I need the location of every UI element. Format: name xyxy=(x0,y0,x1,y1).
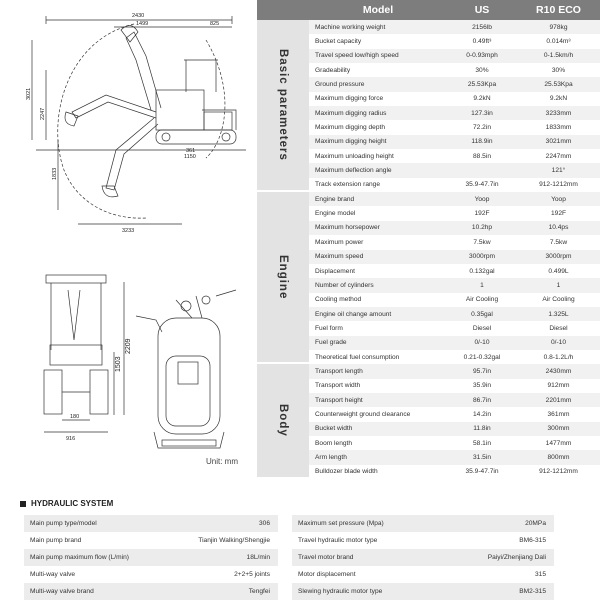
spec-cell-r10: Yoop xyxy=(551,195,566,203)
spec-cell-r10: 121° xyxy=(551,167,566,175)
spec-cell-us: 95.7in xyxy=(473,367,491,375)
hydraulic-table-right xyxy=(292,515,554,600)
hydraulic-param-value: 306 xyxy=(258,520,270,527)
spec-row xyxy=(309,63,600,77)
spec-cell-us: 7.5kw xyxy=(473,238,491,246)
spec-cell-r10: 912-1212mm xyxy=(539,181,578,189)
spec-cell-name: Transport length xyxy=(315,367,363,375)
spec-cell-r10: 0/-10 xyxy=(550,339,567,347)
spec-cell-us: 118.9in xyxy=(471,138,493,146)
spec-cell-us: 31.5in xyxy=(473,453,491,461)
spec-cell-name: Counterweight ground clearance xyxy=(315,410,411,418)
spec-cell-name: Cooling method xyxy=(315,296,362,304)
spec-row xyxy=(309,77,600,91)
hydraulic-row xyxy=(292,532,554,549)
spec-cell-r10: 10.4ps xyxy=(548,224,569,232)
dimension-drawing xyxy=(6,0,250,478)
spec-cell-r10: 978kg xyxy=(549,23,568,31)
hydraulic-row xyxy=(292,549,554,566)
spec-section xyxy=(257,192,600,364)
spec-cell-name: Machine working weight xyxy=(315,23,386,31)
spec-cell-r10: 0-1.5km/h xyxy=(543,52,574,60)
spec-cell-name: Engine brand xyxy=(315,195,355,203)
spec-cell-name: Fuel grade xyxy=(315,339,347,347)
spec-cell-us: 2156lb xyxy=(472,23,492,31)
spec-row xyxy=(309,407,600,421)
hydraulic-param-name: Main pump brand xyxy=(30,537,82,544)
spec-row xyxy=(309,450,600,464)
spec-cell-r10: 2430mm xyxy=(545,367,572,375)
spec-section xyxy=(257,20,600,192)
hydraulic-param-value: 2+2+5 joints xyxy=(234,571,270,578)
spec-cell-us: 1 xyxy=(480,281,484,289)
spec-table-header xyxy=(257,0,600,20)
spec-rows xyxy=(309,20,600,192)
category-label: Body xyxy=(277,404,289,437)
spec-cell-r10: 3021mm xyxy=(545,138,572,146)
dim-canopy-height: 1503 xyxy=(115,356,122,372)
spec-row xyxy=(309,206,600,220)
spec-section xyxy=(257,364,600,479)
hydraulic-param-name: Motor displacement xyxy=(298,571,356,578)
header-category-spacer xyxy=(257,0,309,20)
hydraulic-param-name: Multi-way valve brand xyxy=(30,588,94,595)
category-band xyxy=(257,20,309,192)
spec-cell-us: 9.2kN xyxy=(473,95,491,103)
spec-cell-name: Displacement xyxy=(315,267,355,275)
spec-cell-name: Maximum digging depth xyxy=(315,124,386,132)
spec-cell-r10: 3000rpm xyxy=(545,253,572,261)
spec-cell-r10: 800mm xyxy=(547,453,570,461)
hydraulic-table-left xyxy=(24,515,278,600)
spec-cell-name: Engine oil change amount xyxy=(315,310,392,318)
spec-cell-us: 192F xyxy=(474,210,490,218)
spec-cell-r10: 2201mm xyxy=(545,396,572,404)
spec-rows xyxy=(309,192,600,364)
spec-cell-us: Yoop xyxy=(474,195,490,203)
spec-cell-us: 30% xyxy=(475,66,489,74)
hydraulic-param-value: Paiyi/Zhenjiang Dali xyxy=(487,554,546,561)
header-us: US xyxy=(474,4,490,16)
spec-row xyxy=(309,106,600,120)
spec-cell-r10: Diesel xyxy=(549,324,568,332)
category-label: Basic parameters xyxy=(277,49,289,162)
spec-cell-r10: 361mm xyxy=(547,410,570,418)
spec-cell-us: 127.3in xyxy=(471,109,493,117)
dim-track-length: 1150 xyxy=(184,154,196,160)
spec-cell-r10: 912-1212mm xyxy=(539,468,578,476)
spec-cell-name: Maximum horsepower xyxy=(315,224,380,232)
spec-cell-r10: 25.53Kpa xyxy=(544,81,573,89)
spec-row xyxy=(309,379,600,393)
spec-cell-name: Bulldozer blade width xyxy=(315,468,378,476)
spec-row xyxy=(309,264,600,278)
spec-cell-us: 0.35gal xyxy=(471,310,493,318)
spec-cell-name: Transport width xyxy=(315,382,361,390)
spec-cell-r10: 192F xyxy=(550,210,567,218)
spec-cell-name: Transport height xyxy=(315,396,363,404)
spec-cell-name: Boom length xyxy=(315,439,353,447)
spec-row xyxy=(309,135,600,149)
hydraulic-row xyxy=(292,515,554,532)
spec-row xyxy=(309,221,600,235)
spec-cell-name: Gradeability xyxy=(315,66,351,74)
spec-cell-us: 35.9in xyxy=(473,382,491,390)
spec-cell-us: 58.1in xyxy=(473,439,491,447)
spec-sections xyxy=(257,20,600,479)
spec-cell-name: Bucket width xyxy=(315,425,353,433)
spec-cell-name: Maximum deflection angle xyxy=(315,167,392,175)
spec-cell-us: Air Cooling xyxy=(465,296,499,304)
spec-row xyxy=(309,350,600,364)
spec-cell-us: 0.21-0.32gal xyxy=(463,353,501,361)
spec-row xyxy=(309,293,600,307)
spec-cell-name: Arm length xyxy=(315,453,347,461)
hydraulic-row xyxy=(24,549,278,566)
spec-cell-us: 72.2in xyxy=(473,124,491,132)
hydraulic-row xyxy=(24,532,278,549)
spec-cell-r10: 1 xyxy=(556,281,561,289)
spec-cell-us: Diesel xyxy=(472,324,492,332)
spec-cell-us: 14.2in xyxy=(473,410,491,418)
spec-row xyxy=(309,235,600,249)
dim-dig-depth: 1833 xyxy=(52,167,58,180)
hydraulic-param-value: 18L/min xyxy=(246,554,270,561)
dim-overall-width: 2430 xyxy=(132,13,145,19)
spec-cell-r10: 1833mm xyxy=(545,124,572,132)
dim-front-height: 2209 xyxy=(125,338,132,354)
spec-cell-name: Fuel form xyxy=(315,324,343,332)
spec-cell-r10: 1477mm xyxy=(545,439,572,447)
spec-cell-us: 35.9-47.7in xyxy=(465,181,499,189)
spec-row xyxy=(309,92,600,106)
spec-row xyxy=(309,20,600,34)
dim-cab-offset: 825 xyxy=(210,21,220,27)
spec-row xyxy=(309,163,600,177)
hydraulic-param-name: Multi-way valve xyxy=(30,571,76,578)
spec-cell-name: Theoretical fuel consumption xyxy=(315,353,400,361)
spec-cell-name: Engine model xyxy=(315,210,356,218)
hydraulic-param-value: Tengfei xyxy=(248,588,270,595)
spec-cell-us: 0-0.93mph xyxy=(466,52,498,60)
hydraulic-row xyxy=(292,583,554,600)
spec-cell-name: Maximum digging height xyxy=(315,138,387,146)
hydraulic-param-name: Slewing hydraulic motor type xyxy=(298,588,383,595)
spec-cell-r10: 30% xyxy=(551,66,566,74)
hydraulic-row xyxy=(292,566,554,583)
category-band xyxy=(257,364,309,479)
hydraulic-param-value: 20MPa xyxy=(525,520,546,527)
header-r10-eco: R10 ECO xyxy=(536,4,581,16)
hydraulic-param-name: Travel hydraulic motor type xyxy=(298,537,378,544)
spec-cell-name: Maximum unloading height xyxy=(315,152,394,160)
spec-row xyxy=(309,49,600,63)
hydraulic-row xyxy=(24,515,278,532)
spec-cell-us: 0.49ft³ xyxy=(472,38,492,46)
spec-cell-r10: 7.5kw xyxy=(549,238,568,246)
hydraulic-title-text: HYDRAULIC SYSTEM xyxy=(31,499,114,508)
spec-row xyxy=(309,436,600,450)
spec-cell-us: 86.7in xyxy=(473,396,491,404)
spec-row xyxy=(309,422,600,436)
unit-label: Unit: mm xyxy=(206,457,238,466)
spec-cell-r10: 0.499L xyxy=(548,267,569,275)
hydraulic-param-value: BM6-315 xyxy=(519,537,546,544)
spec-row xyxy=(309,465,600,479)
hydraulic-row xyxy=(24,566,278,583)
dim-reach: 3233 xyxy=(122,228,135,234)
hydraulic-param-name: Maximum set pressure (Mpa) xyxy=(298,520,384,527)
excavator-side-view-drawing xyxy=(6,0,250,478)
spec-cell-r10: 9.2kN xyxy=(549,95,568,103)
spec-cell-r10: Air Cooling xyxy=(542,296,575,304)
spec-cell-r10: 2247mm xyxy=(545,152,572,160)
spec-cell-us: 11.8in xyxy=(473,425,491,433)
spec-cell-us: 88.5in xyxy=(473,152,491,160)
spec-cell-r10: 912mm xyxy=(547,382,570,390)
spec-cell-name: Track extension range xyxy=(315,181,380,189)
spec-cell-r10: 0.014m³ xyxy=(546,38,571,46)
hydraulic-section-title xyxy=(20,499,113,508)
spec-row xyxy=(309,393,600,407)
spec-cell-us: 0.132gal xyxy=(469,267,495,275)
spec-cell-us: 0/-10 xyxy=(474,339,490,347)
spec-cell-us: 10.2hp xyxy=(471,224,493,232)
spec-row xyxy=(309,250,600,264)
dim-base-height: 361 xyxy=(186,148,196,154)
spec-cell-name: Maximum power xyxy=(315,238,364,246)
spec-row xyxy=(309,120,600,134)
spec-row xyxy=(309,178,600,192)
spec-row xyxy=(309,364,600,378)
spec-cell-r10: 0.8-1.2L/h xyxy=(543,353,574,361)
hydraulic-param-name: Main pump maximum flow (L/min) xyxy=(30,554,129,561)
spec-row xyxy=(309,307,600,321)
hydraulic-param-value: 315 xyxy=(534,571,546,578)
category-band xyxy=(257,192,309,364)
spec-cell-name: Bucket capacity xyxy=(315,38,362,46)
dim-track-width: 916 xyxy=(66,436,76,442)
spec-row xyxy=(309,192,600,206)
spec-cell-name: Maximum speed xyxy=(315,253,364,261)
hydraulic-param-name: Travel motor brand xyxy=(298,554,354,561)
dim-max-height: 3021 xyxy=(26,87,32,100)
category-label: Engine xyxy=(277,255,289,300)
spec-row xyxy=(309,336,600,350)
spec-cell-name: Maximum digging radius xyxy=(315,109,387,117)
spec-row xyxy=(309,34,600,48)
hydraulic-param-value: BM2-315 xyxy=(519,588,546,595)
spec-cell-r10: 3233mm xyxy=(545,109,572,117)
header-model: Model xyxy=(362,4,394,16)
spec-table xyxy=(257,0,600,484)
spec-row xyxy=(309,149,600,163)
spec-row xyxy=(309,321,600,335)
hydraulic-row xyxy=(24,583,278,600)
dim-dump-height: 2247 xyxy=(40,107,46,120)
spec-cell-r10: 1.325L xyxy=(548,310,569,318)
spec-row xyxy=(309,278,600,292)
hydraulic-param-name: Main pump type/model xyxy=(30,520,97,527)
spec-cell-name: Maximum digging force xyxy=(315,95,384,103)
spec-cell-us: 3000rpm xyxy=(468,253,496,261)
section-marker-icon xyxy=(20,501,26,507)
spec-cell-name: Travel speed low/high speed xyxy=(315,52,399,60)
spec-cell-r10: 300mm xyxy=(547,425,570,433)
hydraulic-param-value: Tianjin Walking/Shengjie xyxy=(198,537,270,544)
spec-cell-name: Number of cylinders xyxy=(315,281,374,289)
spec-cell-us: 35.9-47.7in xyxy=(465,468,499,476)
spec-cell-us: 25.53Kpa xyxy=(467,81,497,89)
spec-cell-name: Ground pressure xyxy=(315,81,365,89)
dim-boom-width: 1499 xyxy=(136,21,149,27)
spec-rows xyxy=(309,364,600,479)
dim-ground-clearance: 180 xyxy=(70,414,80,420)
